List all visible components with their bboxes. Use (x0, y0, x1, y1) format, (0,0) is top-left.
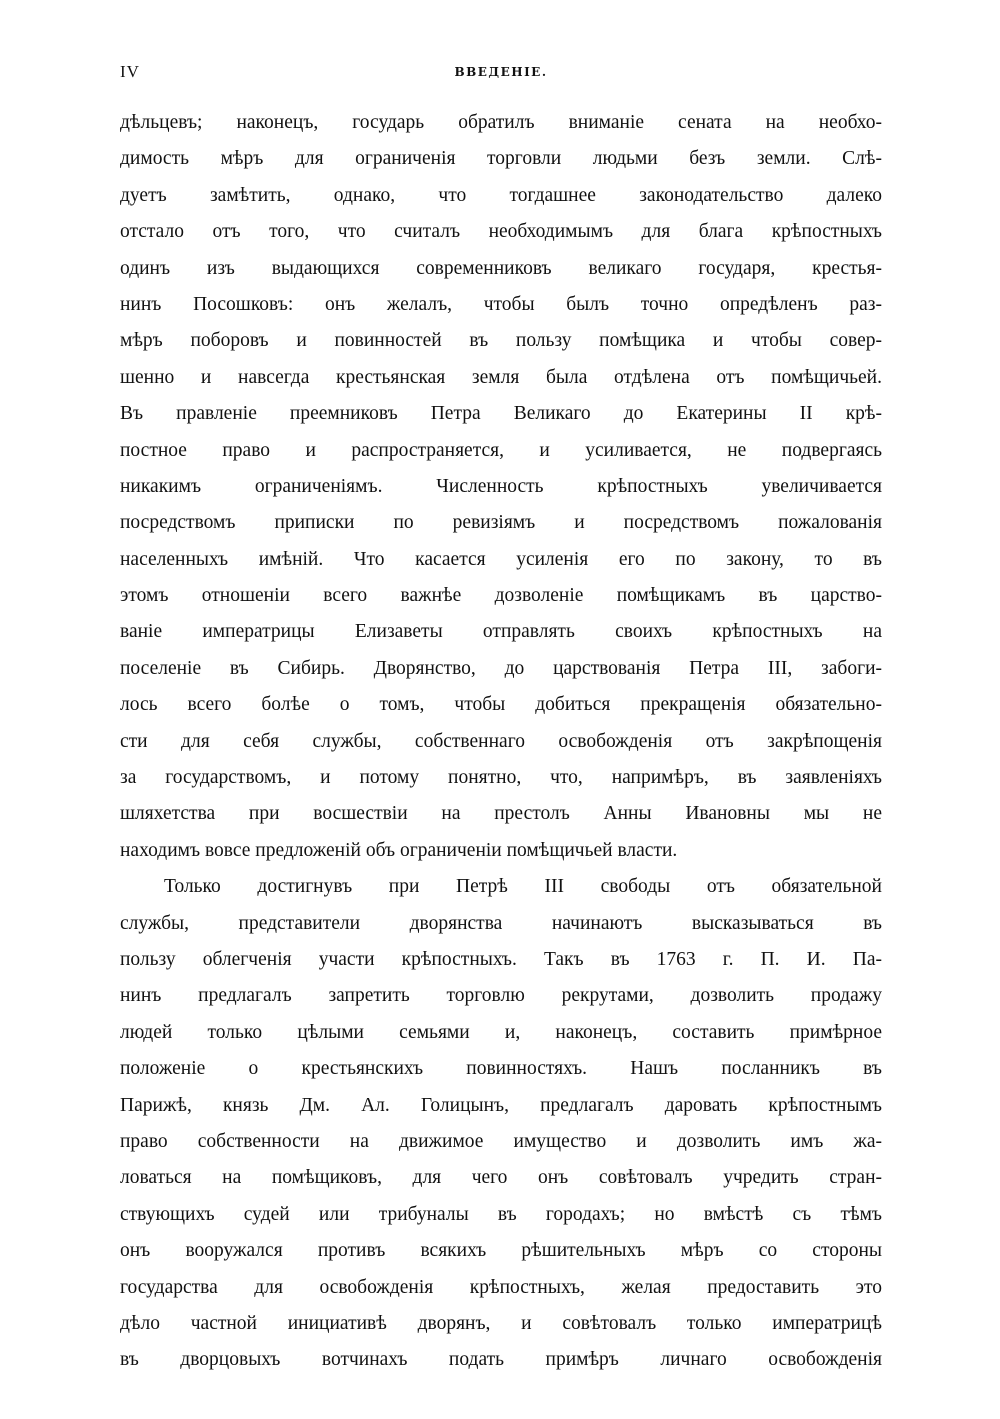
text-line-13: населенныхъ имѣній. Что касается усиленія его по закону, то въ (120, 548, 882, 570)
text-line-25: нинъ предлагалъ запретить торговлю рекрутами, дозволить продажу (120, 985, 882, 1007)
text-line-20: шляхетства при восшествіи на престолъ Анны Ивановны мы не (120, 803, 882, 825)
text-line-3: дуетъ замѣтить, однако, что тогдашнее законодательство далеко (120, 184, 882, 206)
text-line-27: положеніе о крестьянскихъ повинностяхъ. Нашъ посланникъ въ (120, 1058, 882, 1080)
text-line-5: одинъ изъ выдающихся современниковъ великаго государя, крестья- (120, 257, 882, 279)
text-line-33: государства для освобожденія крѣпостныхъ, желая предоставить это (120, 1276, 882, 1298)
text-line-10: постное право и распространяется, и усиливается, не подвергаясь (120, 439, 882, 461)
chapter-title: ВВЕДЕНІЕ. (454, 65, 548, 79)
text-line-18: сти для себя службы, собственнаго освобожденія отъ закрѣпощенія (120, 730, 882, 752)
text-line-15: ваніе императрицы Елизаветы отправлять своихъ крѣпостныхъ на (120, 621, 882, 643)
text-line-1: дѣльцевъ; наконецъ, государь обратилъ вниманіе сената на необхо- (120, 112, 882, 133)
text-line-9: Въ правленіе преемниковъ Петра Великаго до Екатерины II крѣ- (120, 403, 882, 425)
text-line-24: пользу облегченія участи крѣпостныхъ. Такъ въ 1763 г. П. И. Па- (120, 948, 882, 970)
text-line-16: поселеніе въ Сибирь. Дворянство, до царствованія Петра III, забоги- (120, 657, 882, 679)
text-line-29: право собственности на движимое имущество и дозволить имъ жа- (120, 1130, 882, 1152)
paragraph-start-line: Только достигнувъ при Петрѣ III свободы отъ обязательной (164, 876, 882, 898)
text-line-14: этомъ отношеніи всего важнѣе дозволеніе помѣщикамъ въ царство- (120, 585, 882, 607)
running-head (120, 60, 882, 88)
page-number: IV (120, 62, 140, 81)
text-line-32: онъ вооружался противъ всякихъ рѣшительныхъ мѣръ со стороны (120, 1240, 882, 1262)
text-line-17: лось всего болѣе о томъ, чтобы добиться прекращенія обязательно- (120, 694, 882, 716)
text-line-30: ловаться на помѣщиковъ, для чего онъ совѣтовалъ учредить стран- (120, 1167, 882, 1189)
text-line-21: находимъ вовсе предложеній объ ограниченіи помѣщичьей власти. (120, 839, 678, 861)
text-line-11: никакимъ ограниченіямъ. Численность крѣпостныхъ увеличивается (120, 475, 882, 497)
text-line-34: дѣло частной инициативѣ дворянъ, и совѣтовалъ только императрицѣ (120, 1312, 882, 1334)
text-line-23: службы, представители дворянства начинаютъ высказываться въ (120, 912, 882, 934)
text-line-6: нинъ Посошковъ: онъ желалъ, чтобы былъ точно опредѣленъ раз- (120, 293, 882, 315)
text-line-35: въ дворцовыхъ вотчинахъ подать примѣръ личнаго освобожденія (120, 1349, 882, 1371)
body-text (120, 105, 882, 1379)
text-line-4: отстало отъ того, что считалъ необходимымъ для блага крѣпостныхъ (120, 221, 882, 243)
text-line-12: посредствомъ приписки по ревизіямъ и посредствомъ пожалованія (120, 512, 882, 534)
text-line-26: людей только цѣлыми семьями и, наконецъ, составить примѣрное (120, 1021, 882, 1043)
text-line-28: Парижѣ, князь Дм. Ал. Голицынъ, предлагалъ даровать крѣпостнымъ (120, 1094, 882, 1116)
text-line-19: за государствомъ, и потому понятно, что, напримѣръ, въ заявленіяхъ (120, 767, 882, 789)
text-line-8: шенно и навсегда крестьянская земля была отдѣлена отъ помѣщичьей. (120, 366, 882, 388)
text-line-2: димость мѣръ для ограниченія торговли людьми безъ земли. Слѣ- (120, 148, 882, 170)
text-line-31: ствующихъ судей или трибуналы въ городахъ; но вмѣстѣ съ тѣмъ (120, 1203, 882, 1225)
text-line-7: мѣръ поборовъ и повинностей въ пользу помѣщика и чтобы совер- (120, 330, 882, 352)
